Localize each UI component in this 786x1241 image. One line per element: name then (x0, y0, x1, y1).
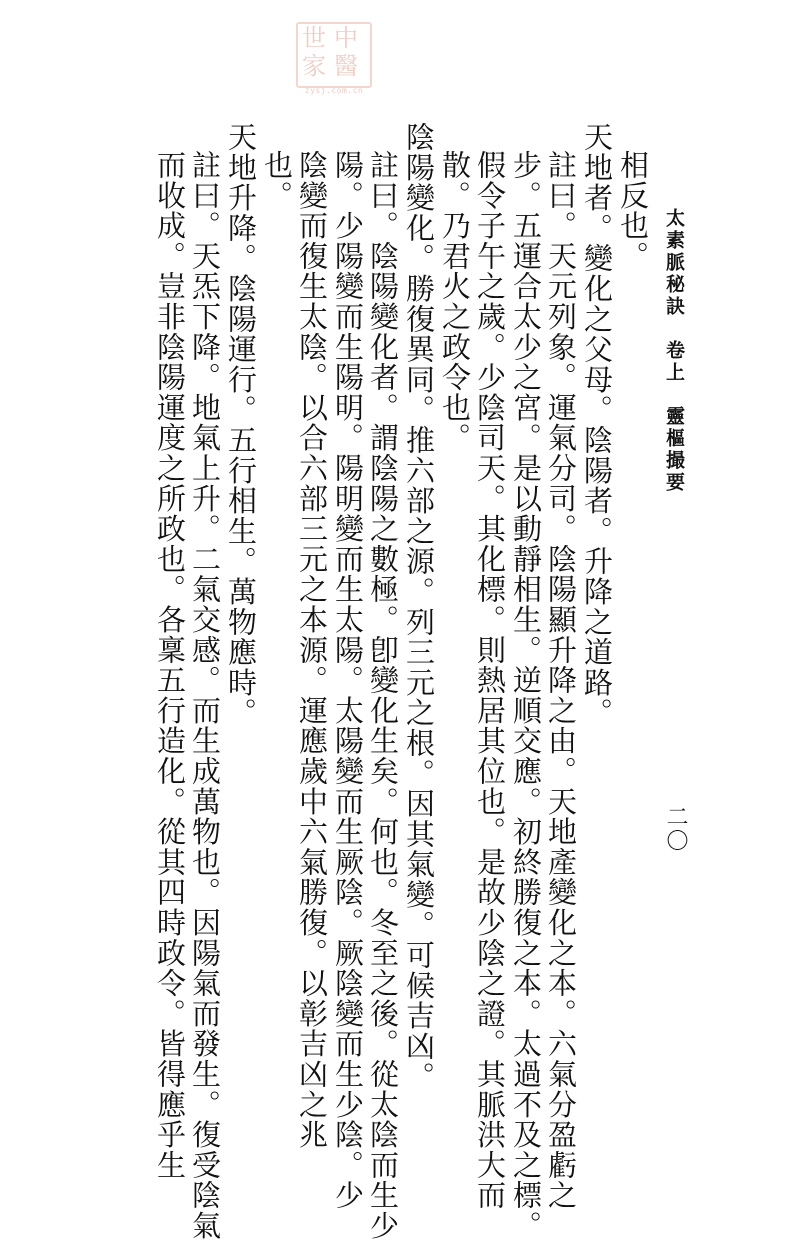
text-column: 步。五運合太少之宮。是以動靜相生。逆順交應。初終勝復之本。太過不及之標。 (509, 150, 543, 1241)
text-column: 天地者。變化之父母。陰陽者。升降之道路。 (580, 122, 614, 728)
text-column: 註曰。天炁下降。地氣上升。二氣交感。而生成萬物也。因陽氣而發生。復受陰氣 (188, 150, 222, 1241)
text-column: 也。 (260, 150, 294, 211)
text-column: 陰變而復生太陰。以合六部三元之本源。運應歲中六氣勝復。以彰吉凶之兆 (295, 150, 329, 1150)
watermark-char: 家 (302, 52, 326, 80)
running-header (664, 208, 683, 494)
page-number: 二〇 (663, 805, 688, 853)
text-column: 陽。少陽變而生陽明。陽明變而生太陽。太陽變而生厥陰。厥陰變而生少陰。少 (331, 150, 365, 1211)
site-watermark-logo (296, 22, 372, 94)
text-column: 天地升降。陰陽運行。五行相生。萬物應時。 (224, 122, 258, 728)
text-column: 散。乃君火之政令也。 (438, 150, 472, 453)
header-book-title: 太素脈秘訣 (663, 208, 685, 318)
header-section: 靈樞撮要 (663, 406, 685, 494)
watermark-url: zysj.com.cn (304, 86, 364, 95)
text-column: 相反也。 (616, 150, 650, 272)
watermark-char: 中 (334, 24, 358, 52)
text-column: 陰陽變化。勝復異同。推六部之源。列三元之根。因其氣變。可候吉凶。 (402, 122, 436, 1092)
text-column: 而收成。豈非陰陽運度之所政也。各稟五行造化。從其四時政令。皆得應乎生 (153, 150, 187, 1181)
watermark-char: 醫 (334, 52, 358, 80)
header-volume: 卷上 (663, 340, 685, 384)
watermark-char: 世 (302, 24, 326, 52)
text-column: 註曰。陰陽變化者。謂陰陽之數極。卽變化生矣。何也。冬至之後。從太陰而生少 (366, 150, 400, 1241)
text-column: 註曰。天元列象。運氣分司。陰陽顯升降之由。天地產變化之本。六氣分盈虧之 (544, 150, 578, 1211)
text-column: 假令子午之歲。少陰司天。其化標。則熱居其位也。是故少陰之證。其脈洪大而 (473, 150, 507, 1211)
